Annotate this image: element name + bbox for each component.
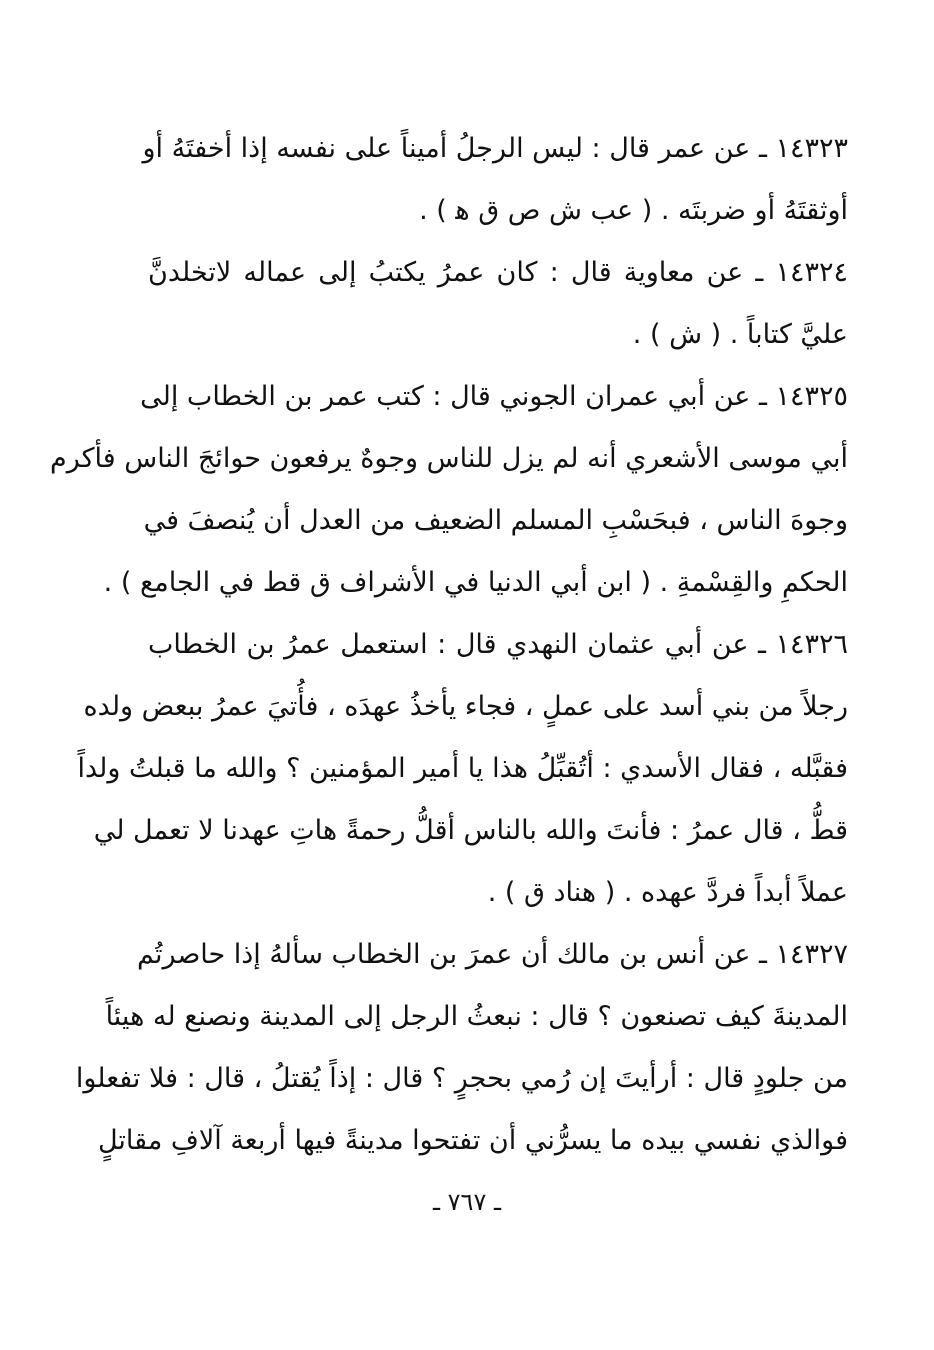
text-line: ١٤٣٢٥ ـ عن أبي عمران الجوني قال : كتب عمر بن الخطاب إلى (140, 381, 848, 412)
paragraph-14327 (75, 924, 848, 1172)
text-line: عملاً أبداً فردَّ عهده . ( هناد ق ) . (487, 877, 848, 908)
text-line: من جلودٍ قال : أرأيتَ إن رُمي بحجرٍ ؟ قال : إذاً يُقتلُ ، قال : فلا تفعلوا (75, 1063, 848, 1094)
text-line: ١٤٣٢٣ ـ عن عمر قال : ليس الرجلُ أميناً على نفسه إذا أخفتَهُ أو (142, 133, 848, 164)
paragraph-14325 (50, 366, 848, 614)
text-body (50, 118, 848, 1172)
text-line: وجوهَ الناس ، فبحَسْبِ المسلم الضعيف من العدل أن يُنصفَ في (143, 505, 848, 536)
text-line: رجلاً من بني أسد على عملٍ ، فجاء يأخذُ عهدَه ، فأُتيَ عمرُ ببعض ولده (83, 691, 848, 722)
text-line: أوثقتَهُ أو ضربتَه . ( عب ش ص ق ﻫ ) . (419, 195, 848, 226)
paragraph-14323 (142, 118, 848, 242)
text-line: ١٤٣٢٦ ـ عن أبي عثمان النهدي قال : استعمل عمرُ بن الخطاب (148, 629, 848, 660)
text-line: المدينةَ كيف تصنعون ؟ قال : نبعثُ الرجل إلى المدينة ونصنع له هيئاً (105, 1001, 848, 1032)
text-line: الحكمِ والقِسْمةِ . ( ابن أبي الدنيا في الأشراف ق قط في الجامع ) . (103, 567, 848, 598)
text-line: ١٤٣٢٤ ـ عن معاوية قال : كان عمرُ يكتبُ إلى عماله لاتخلدنَّ (148, 257, 848, 288)
text-line: قطُّ ، قال عمرُ : فأنتَ والله بالناس أقلُّ رحمةً هاتِ عهدنا لا تعمل لي (93, 815, 848, 846)
paragraph-14326 (77, 614, 848, 924)
text-line: ١٤٣٢٧ ـ عن أنس بن مالك أن عمرَ بن الخطاب سألهُ إذا حاصرتُم (136, 939, 848, 970)
text-line: فوالذي نفسي بيده ما يسرُّني أن تفتحوا مدينةً فيها أربعة آلافِ مقاتلٍ (97, 1125, 848, 1156)
page-number: ـ ٧٦٧ ـ (432, 1188, 501, 1216)
text-line: عليَّ كتاباً . ( ش ) . (632, 319, 848, 350)
text-line: فقبَّله ، فقال الأسدي : أتُقبِّلُ هذا يا أمير المؤمنين ؟ والله ما قبلتُ ولداً (77, 753, 848, 784)
text-line: أبي موسى الأشعري أنه لم يزل للناس وجوهٌ يرفعون حوائجَ الناس فأكرم (50, 443, 848, 474)
paragraph-14324 (148, 242, 848, 366)
